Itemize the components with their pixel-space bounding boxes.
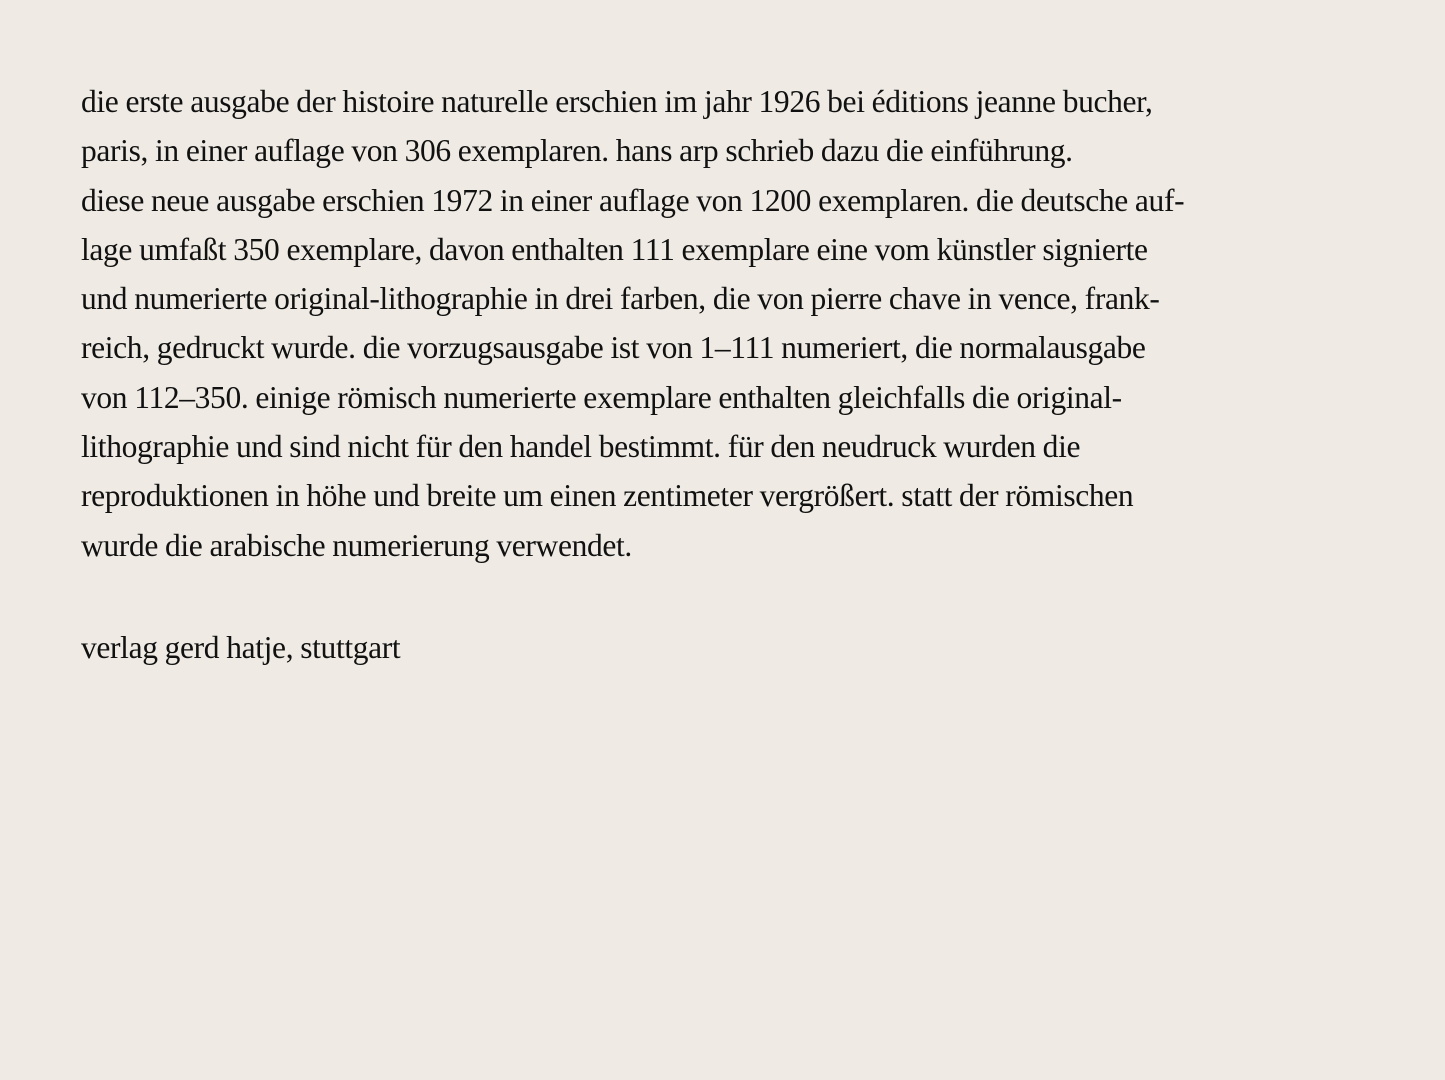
colophon-line-3: diese neue ausgabe erschien 1972 in einer auflage von 1200 exemplaren. die deutsche auf- [81,182,1185,218]
colophon-line-1: die erste ausgabe der histoire naturelle erschien im jahr 1926 bei éditions jeanne bucher, [81,84,1153,119]
colophon-line-9: reproduktionen in höhe und breite um einen zentimeter vergrößert. statt der römischen [81,478,1134,514]
colophon-line-7: von 112–350. einige römisch numerierte exemplare enthalten gleichfalls die original- [81,379,1122,415]
colophon-line-2: paris, in einer auflage von 306 exemplaren. hans arp schrieb dazu die einführung. [81,133,1073,169]
publisher-line: verlag gerd hatje, stuttgart [81,630,401,665]
colophon-paragraph [81,77,1411,570]
colophon-line-5: und numerierte original-lithographie in drei farben, die von pierre chave in vence, frank- [81,281,1160,317]
colophon-line-8: lithographie und sind nicht für den handel bestimmt. für den neudruck wurden die [81,429,1081,465]
colophon-line-6: reich, gedruckt wurde. die vorzugsausgabe ist von 1–111 numeriert, die normalausgabe [81,330,1146,366]
colophon-line-10: wurde die arabische numerierung verwendet. [81,527,632,563]
colophon-line-4: lage umfaßt 350 exemplare, davon enthalten 111 exemplare eine vom künstler signierte [81,231,1148,267]
